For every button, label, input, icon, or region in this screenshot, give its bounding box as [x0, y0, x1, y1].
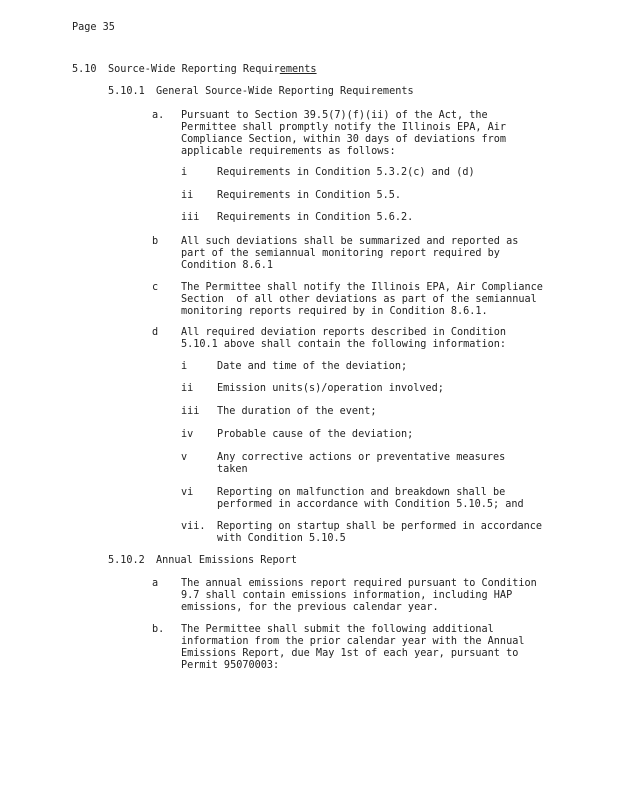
text-line: The annual emissions report required pursuant to Condition: [181, 578, 537, 589]
item-text: [181, 282, 543, 318]
item-text: [181, 110, 506, 158]
subitem-text: [217, 452, 505, 476]
text-line: performed in accordance with Condition 5.10.5; and: [217, 499, 524, 510]
text-line: All required deviation reports described in Condition: [181, 327, 507, 338]
text-line: Section of all other deviations as part of the semiannual: [181, 294, 537, 305]
subitem-text: Probable cause of the deviation;: [217, 429, 414, 440]
subsection-title: General Source-Wide Reporting Requirements: [156, 86, 414, 97]
section-number: 5.10: [72, 64, 97, 75]
section-title: [108, 64, 317, 76]
item-text: [181, 624, 524, 672]
text-line: All such deviations shall be summarized and reported as: [181, 236, 519, 247]
text-line: information from the prior calendar year with the Annual: [181, 636, 525, 647]
text-line: emissions, for the previous calendar year.: [181, 602, 439, 613]
subitem-text: Emission units(s)/operation involved;: [217, 383, 444, 394]
text-line: monitoring reports required by in Condition 8.6.1.: [181, 306, 488, 317]
text-line: Permittee shall promptly notify the Illinois EPA, Air: [181, 122, 507, 133]
subitem-label: iii: [181, 212, 200, 223]
text-line: applicable requirements as follows:: [181, 146, 396, 157]
text-line: Condition 8.6.1: [181, 260, 274, 271]
subitem-text: Requirements in Condition 5.5.: [217, 190, 402, 201]
text-line: Compliance Section, within 30 days of deviations from: [181, 134, 507, 145]
text-line: 9.7 shall contain emissions information, including HAP: [181, 590, 513, 601]
text-line: The Permittee shall submit the following additional: [181, 624, 494, 635]
text-line: Reporting on startup shall be performed in accordance: [217, 521, 543, 532]
text-line: Any corrective actions or preventative measures: [217, 452, 506, 463]
item-text: [181, 236, 518, 272]
item-label: b.: [152, 624, 165, 635]
subitem-label: vii.: [181, 521, 206, 532]
item-label: a.: [152, 110, 165, 121]
text-line: The Permittee shall notify the Illinois EPA, Air Compliance: [181, 282, 543, 293]
text-line: part of the semiannual monitoring report required by: [181, 248, 500, 259]
subitem-label: iii: [181, 406, 200, 417]
subitem-text: Date and time of the deviation;: [217, 361, 408, 372]
item-label: d: [152, 327, 159, 338]
item-text: [181, 327, 506, 351]
subsection-number: 5.10.1: [108, 86, 145, 97]
item-label: a: [152, 578, 159, 589]
subitem-label: iv: [181, 429, 194, 440]
text-line: 5.10.1 above shall contain the following information:: [181, 339, 507, 350]
text-line: Pursuant to Section 39.5(7)(f)(ii) of the Act, the: [181, 110, 488, 121]
text-line: taken: [217, 464, 248, 475]
item-text: [181, 578, 537, 614]
subitem-text: The duration of the event;: [217, 406, 377, 417]
item-label: c: [152, 282, 159, 293]
subitem-label: v: [181, 452, 188, 463]
text-line: Emissions Report, due May 1st of each year, pursuant to: [181, 648, 519, 659]
subitem-label: i: [181, 361, 188, 372]
subitem-text: Requirements in Condition 5.6.2.: [217, 212, 414, 223]
subsection-number: 5.10.2: [108, 555, 145, 566]
section-title-plain: Source-Wide Reporting Requir: [108, 64, 280, 75]
text-line: Permit 95070003:: [181, 660, 280, 671]
subitem-text: [217, 521, 542, 545]
section-title-underlined: ements: [279, 64, 317, 75]
subitem-text: Requirements in Condition 5.3.2(c) and (d): [217, 167, 475, 178]
subitem-label: ii: [181, 383, 194, 394]
subitem-label: vi: [181, 487, 194, 498]
subitem-label: i: [181, 167, 188, 178]
subitem-label: ii: [181, 190, 194, 201]
text-line: with Condition 5.10.5: [217, 533, 346, 544]
subitem-text: [217, 487, 524, 511]
page-number: Page 35: [72, 22, 115, 33]
item-label: b: [152, 236, 159, 247]
subsection-title: Annual Emissions Report: [156, 555, 298, 566]
text-line: Reporting on malfunction and breakdown shall be: [217, 487, 506, 498]
